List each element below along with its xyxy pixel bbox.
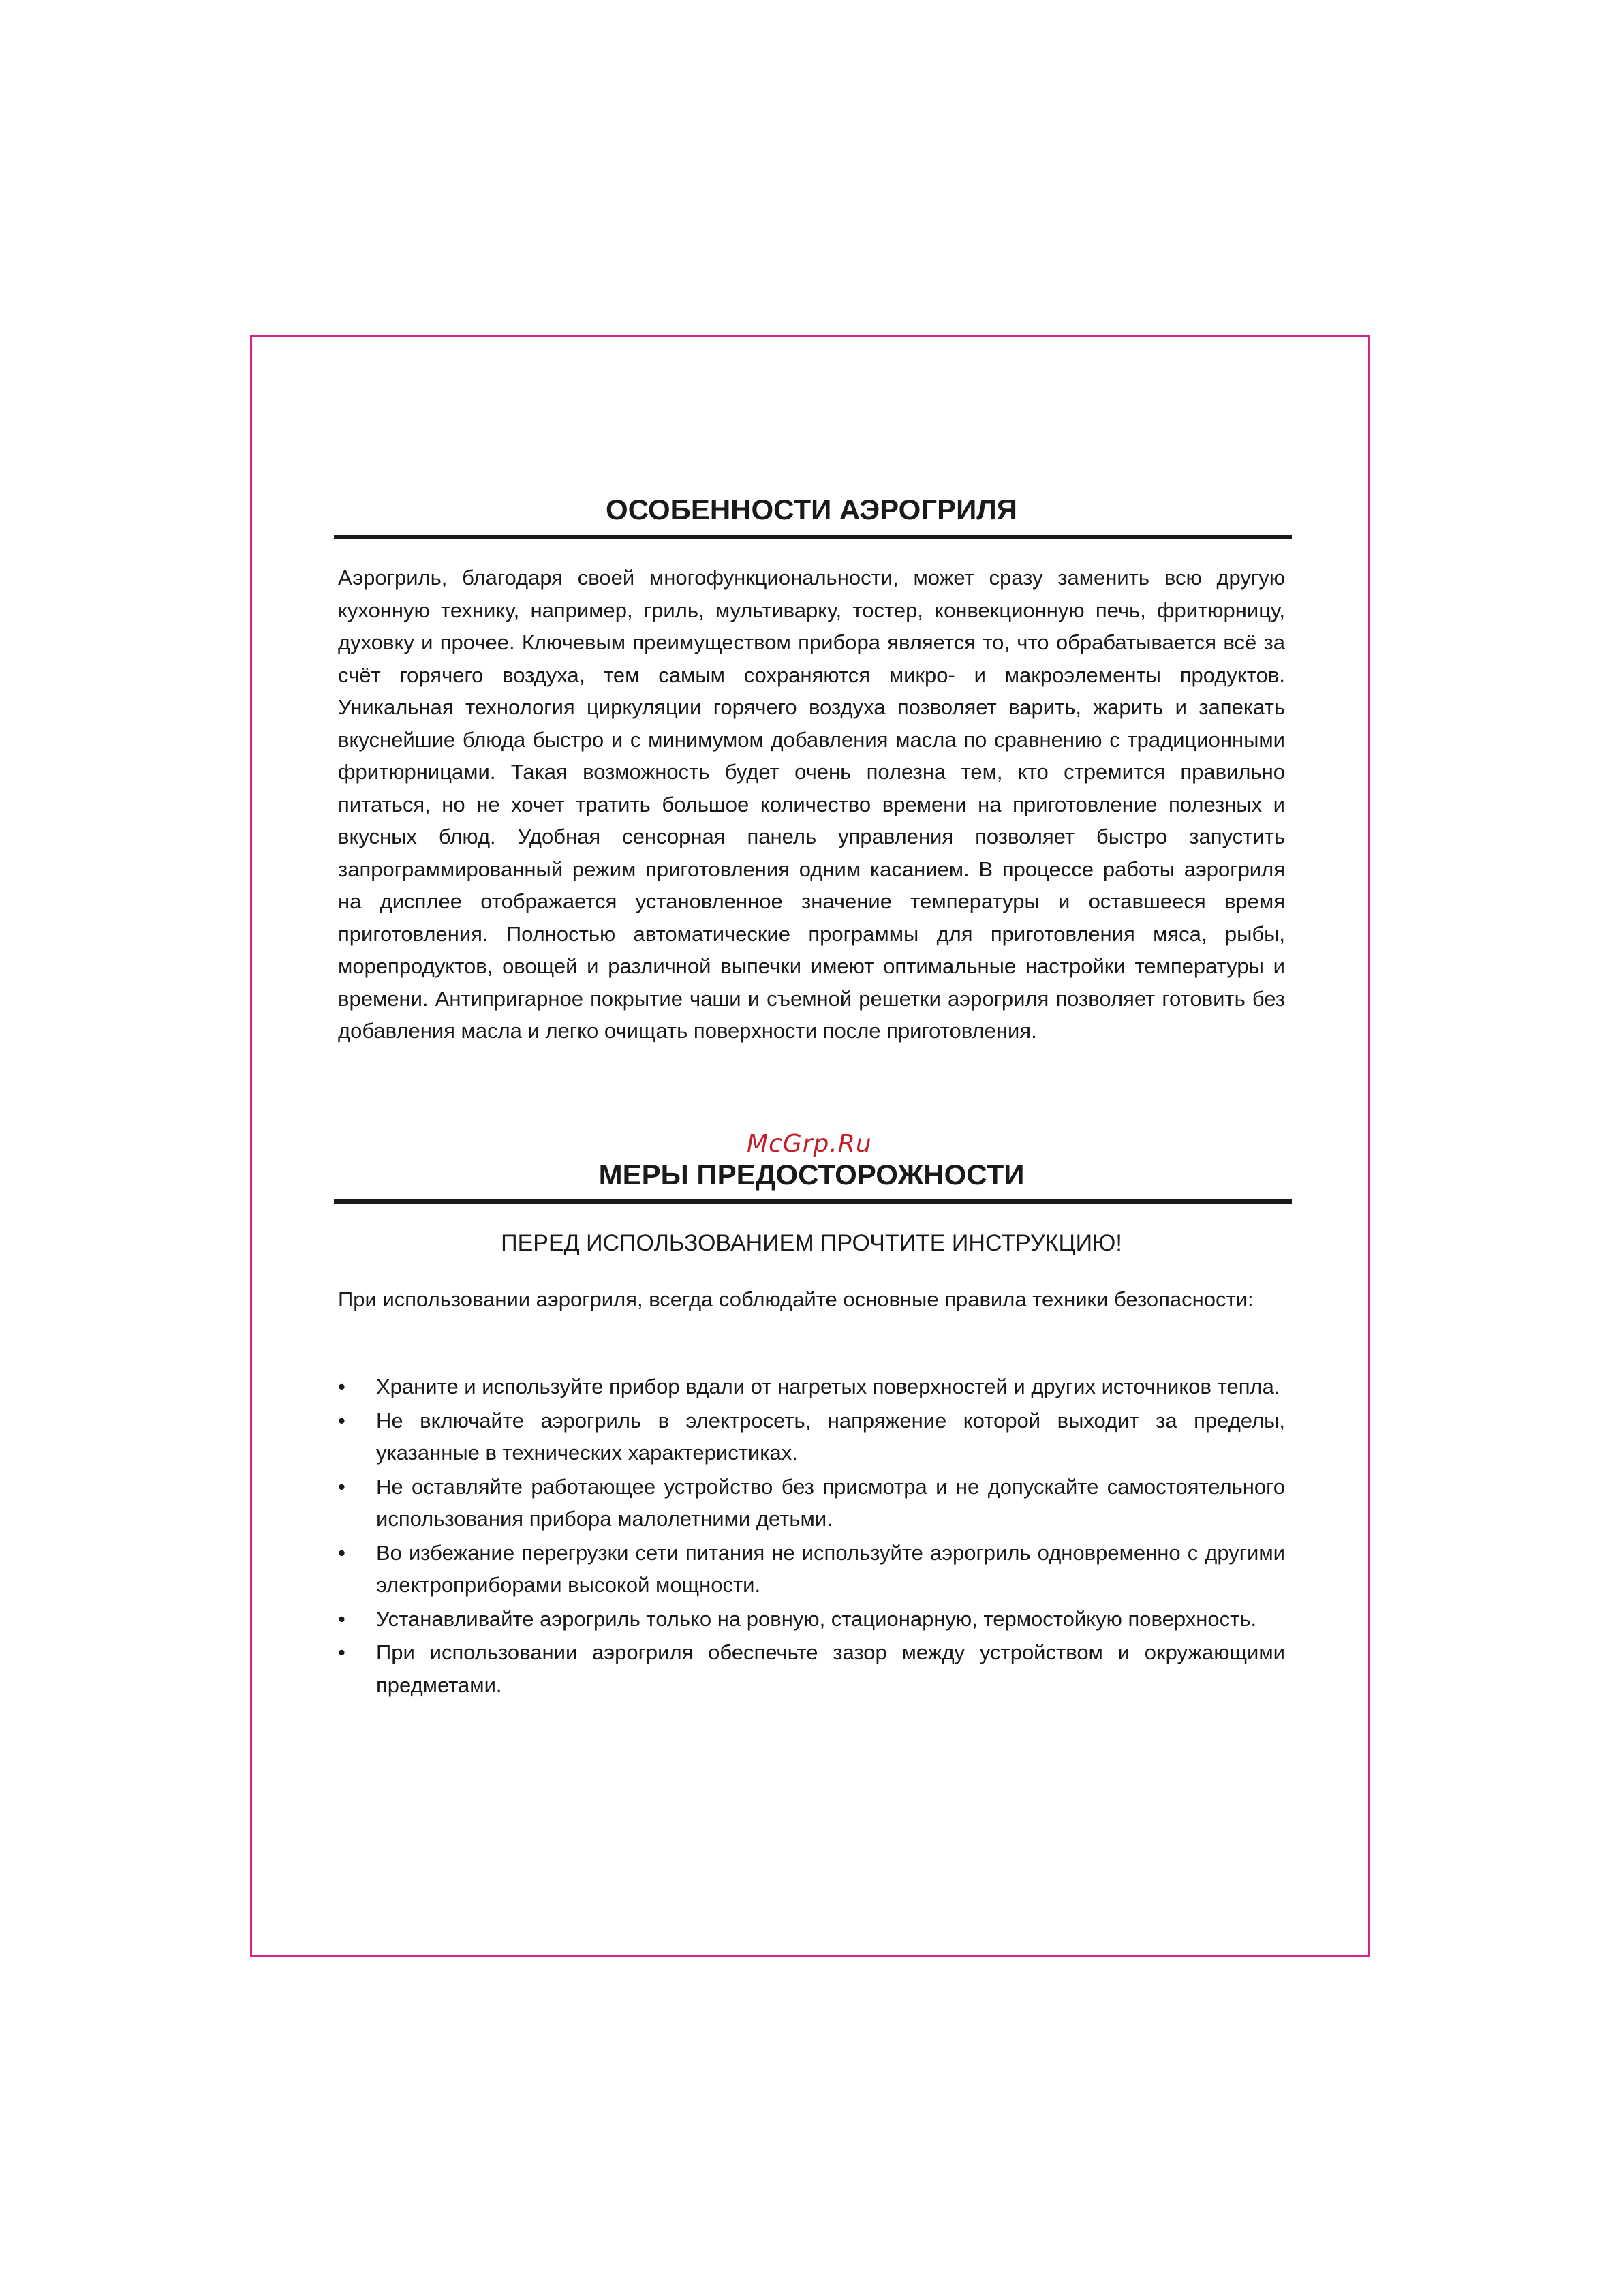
- list-item: [338, 1371, 1285, 1403]
- list-item-text: Устанавливайте аэрогриль только на ровную, стационарную, термостойкую поверхность.: [376, 1606, 1257, 1631]
- precautions-list: [338, 1371, 1285, 1702]
- bullet-icon: •: [338, 1606, 345, 1631]
- bullet-icon: •: [338, 1474, 345, 1499]
- precautions-intro: При использовании аэрогриля, всегда соблюдайте основные правила техники безопасности:: [338, 1287, 1254, 1311]
- list-item: [338, 1636, 1285, 1701]
- precautions-title-rule: [334, 1199, 1292, 1204]
- features-paragraph: Аэрогриль, благодаря своей многофункциональности, может сразу заменить всю другую кухонную технику, например, гриль, мультиварку, тостер, конвекционную печь, фритюрницу, духовку и прочее. Ключевым преимуществом прибора является то, что обрабатывается всё за счёт горячего воздуха, тем самым сохраняются микро- и макроэлементы продуктов. Уникальная технология циркуляции горячего воздуха позволяет варить, жарить и запекать вкуснейшие блюда быстро и с минимумом добавления масла по сравнению с традиционными фритюрницами. Такая возможность будет очень полезна тем, кто стремится правильно питаться, но не хочет тратить большое количество времени на приготовление полезных и вкусных блюд. Удобная сенсорная панель управления позволяет быстро запустить запрограммированный режим приготовления одним касанием. В процессе работы аэрогриля на дисплее отображается установленное значение температуры и оставшееся время приготовления. Полностью автоматические программы для приготовления мяса, рыбы, морепродуктов, овощей и различной выпечки имеют оптимальные настройки температуры и времени. Антипригарное покрытие чаши и съемной решетки аэрогриля позволяет готовить без добавления масла и легко очищать поверхности после приготовления.: [338, 566, 1285, 1043]
- list-item-text: Не включайте аэрогриль в электросеть, напряжение которой выходит за пределы, указанные в технических характеристиках.: [376, 1408, 1285, 1465]
- list-item: [338, 1537, 1285, 1602]
- features-title: ОСОБЕННОСТИ АЭРОГРИЛЯ: [606, 493, 1017, 525]
- list-item: [338, 1405, 1285, 1469]
- bullet-icon: •: [338, 1640, 345, 1664]
- list-item: [338, 1603, 1285, 1636]
- precautions-subheading: ПЕРЕД ИСПОЛЬЗОВАНИЕМ ПРОЧТИТЕ ИНСТРУКЦИЮ!: [501, 1230, 1122, 1256]
- list-item-text: Не оставляйте работающее устройство без присмотра и не допускайте самостоятельного использования прибора малолетними детьми.: [376, 1474, 1285, 1531]
- bullet-icon: •: [338, 1408, 345, 1433]
- precautions-title: МЕРЫ ПРЕДОСТОРОЖНОСТИ: [598, 1159, 1025, 1191]
- bullet-icon: •: [338, 1375, 345, 1398]
- bullet-icon: •: [338, 1540, 345, 1565]
- list-item-text: Во избежание перегрузки сети питания не используйте аэрогриль одновременно с другими электроприборами высокой мощности.: [376, 1540, 1285, 1597]
- list-item-text: При использовании аэрогриля обеспечьте зазор между устройством и окружающими предметами.: [376, 1640, 1285, 1697]
- features-title-rule: [334, 535, 1292, 539]
- list-item: [338, 1471, 1285, 1535]
- watermark-logo: McGrp.Ru: [747, 1130, 872, 1158]
- list-item-text: Храните и используйте прибор вдали от нагретых поверхностей и других источников тепла.: [376, 1375, 1280, 1398]
